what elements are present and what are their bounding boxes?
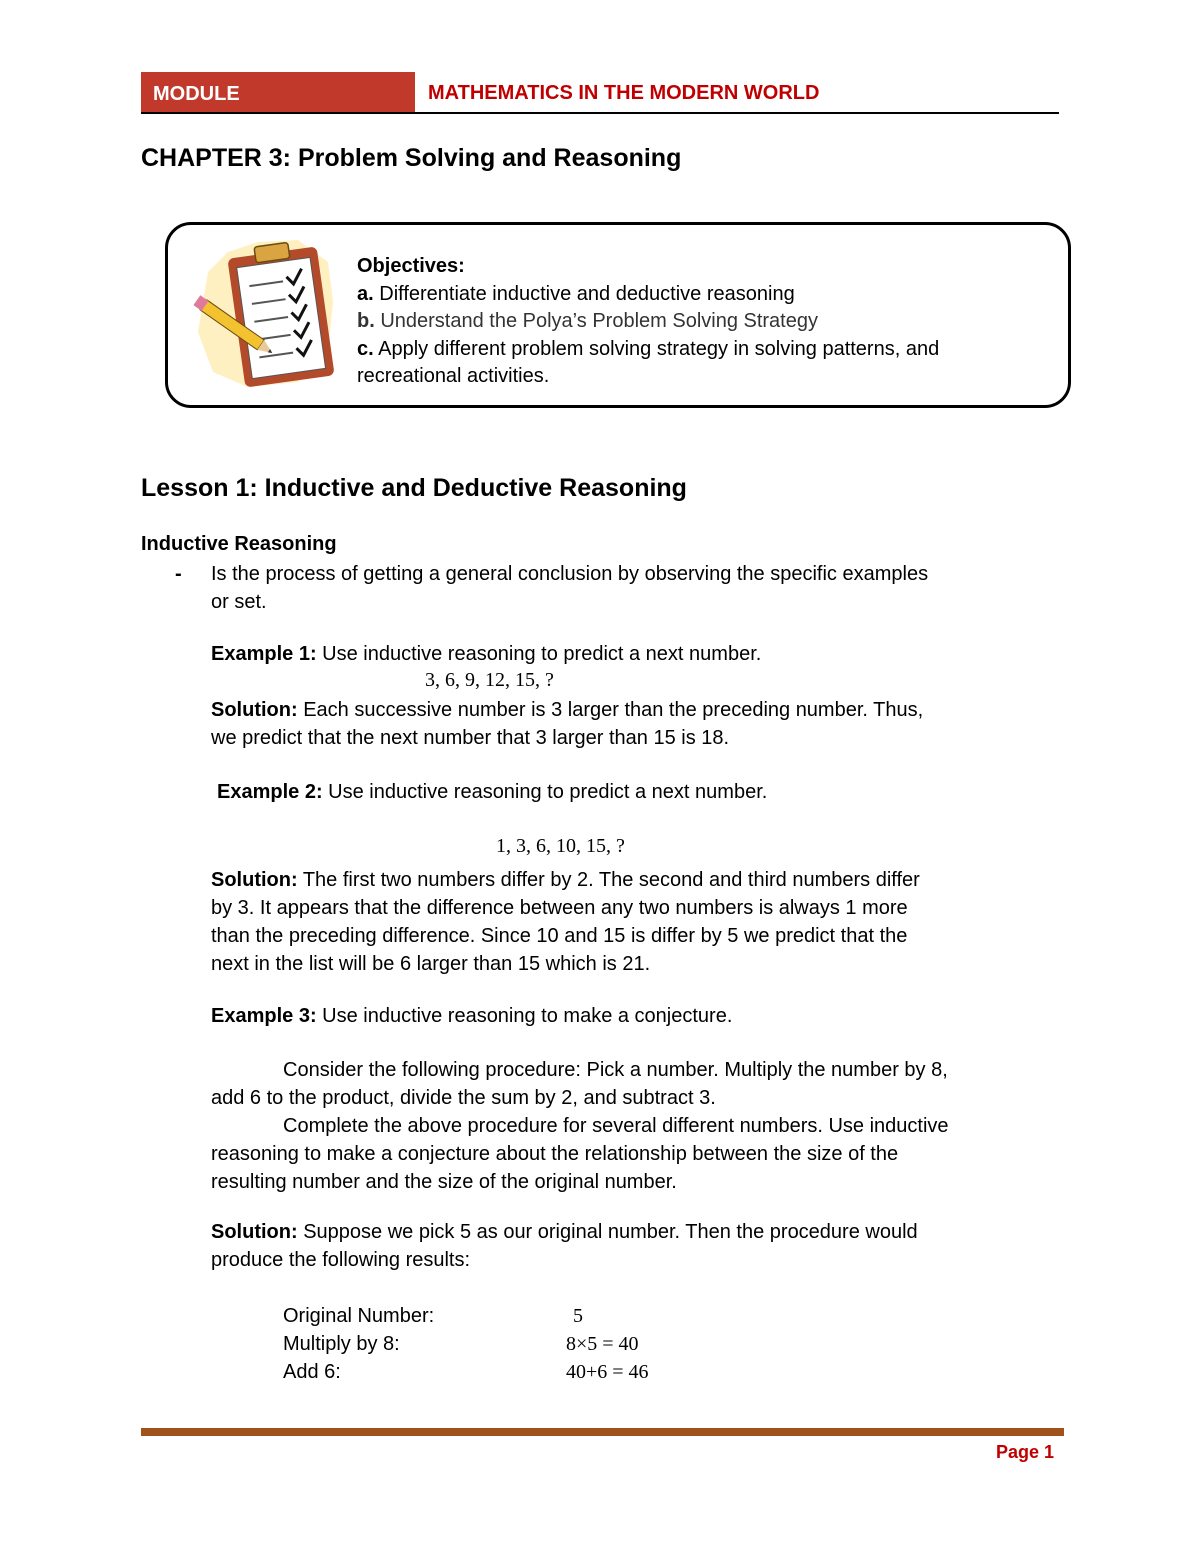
lesson-title: Lesson 1: Inductive and Deductive Reasoning xyxy=(141,474,687,502)
header-divider xyxy=(141,112,1059,114)
objective-item: a. Differentiate inductive and deductive reasoning xyxy=(357,282,795,305)
example-2-prompt: Example 2: Use inductive reasoning to predict a next number. xyxy=(217,781,768,803)
result-step-value: 40+6 = 46 xyxy=(566,1361,649,1383)
example-1-sequence: 3, 6, 9, 12, 15, ? xyxy=(425,669,554,691)
result-step-value: 8×5 = 40 xyxy=(566,1333,639,1355)
result-step-label: Multiply by 8: xyxy=(283,1333,400,1355)
example-1-solution: Solution: Each successive number is 3 larger than the preceding number. Thus, we predict that the next number that 3 larger than 15 is 18. xyxy=(211,699,924,749)
example-2-sequence: 1, 3, 6, 10, 15, ? xyxy=(496,835,625,857)
objective-continuation: recreational activities. xyxy=(357,365,550,387)
example-3-procedure: Consider the following procedure: Pick a number. Multiply the number by 8, add 6 to the product, divide the sum by 2, and subtract 3. Complete the above procedure for several different numbers. Use inductive reasoning to make a conjecture about the relationship between the size of the resulting number and the size of the original number. xyxy=(211,1059,949,1193)
objectives-heading: Objectives: xyxy=(357,255,465,277)
clipboard-checklist-icon xyxy=(188,232,338,392)
objectives-text xyxy=(357,253,1067,391)
example-3-solution: Solution: Suppose we pick 5 as our original number. Then the procedure would produce the following results: xyxy=(211,1221,918,1271)
bullet-marker: - xyxy=(175,563,182,585)
example-1-prompt: Example 1: Use inductive reasoning to predict a next number. xyxy=(211,643,762,665)
chapter-title: CHAPTER 3: Problem Solving and Reasoning xyxy=(141,144,682,172)
example-3-prompt: Example 3: Use inductive reasoning to make a conjecture. xyxy=(211,1005,733,1027)
page-number: Page 1 xyxy=(996,1442,1055,1462)
example-2-solution: Solution: The first two numbers differ by 2. The second and third numbers differ by 3. It appears that the difference between any two numbers is always 1 more than the preceding difference. Since 10 and 15 is differ by 5 we predict that the next in the list will be 6 larger than 15 which is 21. xyxy=(211,869,920,975)
result-step-label: Add 6: xyxy=(283,1361,341,1383)
result-step-label: Original Number: xyxy=(283,1305,435,1327)
footer-divider xyxy=(141,1428,1064,1436)
definition-text: Is the process of getting a general conclusion by observing the specific examples or set. xyxy=(211,563,929,613)
section-heading: Inductive Reasoning xyxy=(141,533,337,555)
objective-item: b. Understand the Polya’s Problem Solving Strategy xyxy=(357,310,818,332)
result-step-value: 5 xyxy=(573,1305,583,1327)
objective-item: c. Apply different problem solving strategy in solving patterns, and xyxy=(357,337,940,360)
module-label: MODULE xyxy=(141,72,415,112)
course-title: MATHEMATICS IN THE MODERN WORLD xyxy=(428,82,820,104)
